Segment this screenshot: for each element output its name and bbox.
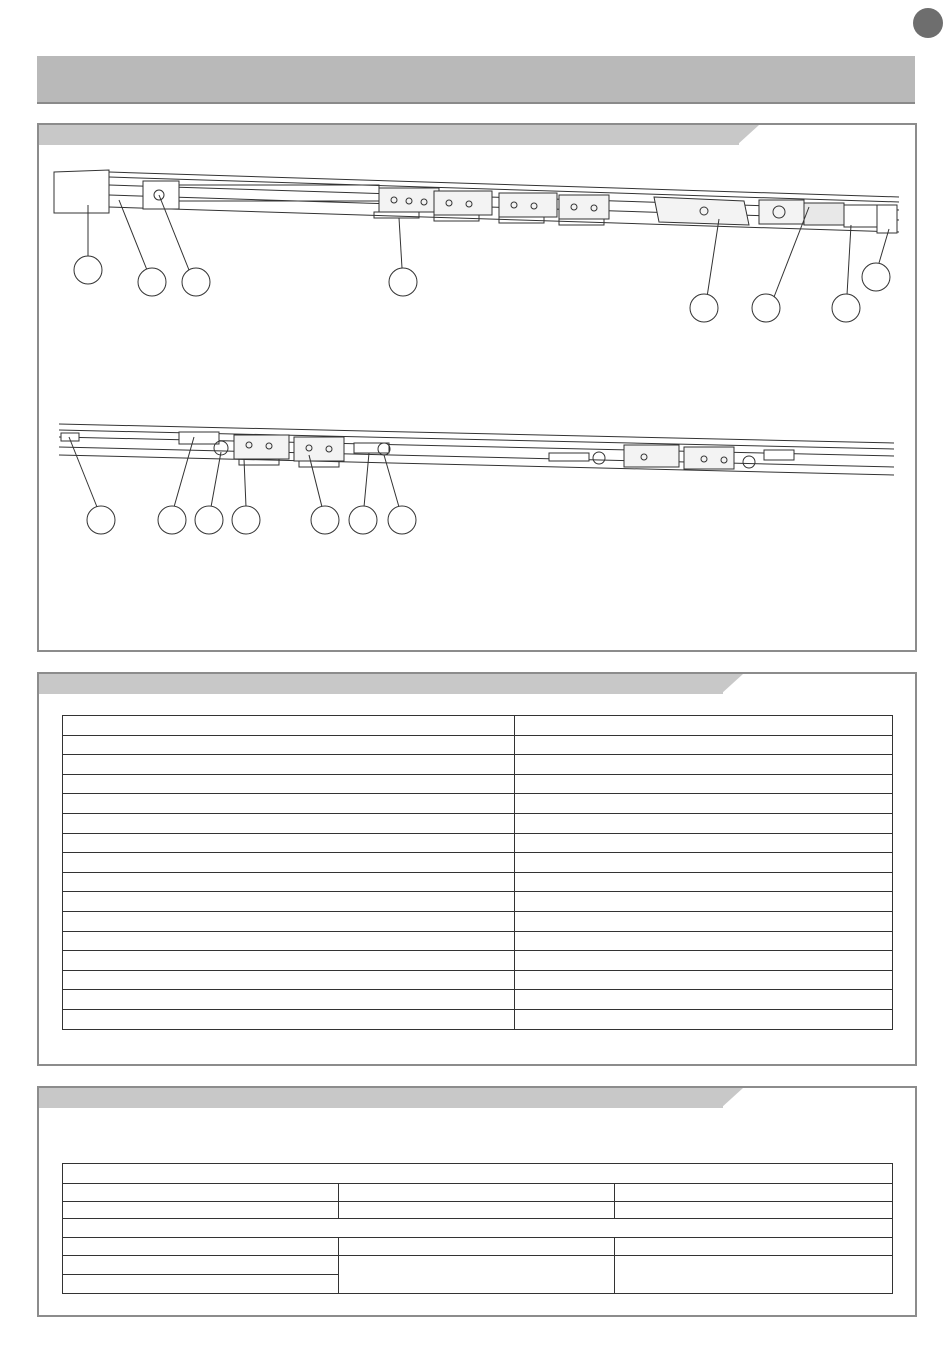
table-row	[63, 735, 893, 755]
components-panel	[37, 123, 917, 652]
table-row	[63, 833, 893, 853]
carriage-group-bottom	[234, 435, 344, 467]
table-cell	[63, 853, 515, 873]
table-cell	[515, 833, 893, 853]
table-cell	[63, 774, 515, 794]
table-cell	[515, 774, 893, 794]
table-cell	[515, 872, 893, 892]
specifications-panel	[37, 1086, 917, 1317]
spec-cell	[339, 1238, 615, 1256]
parts-table	[62, 715, 893, 1030]
table-cell	[515, 735, 893, 755]
table-cell	[515, 951, 893, 971]
spec-group-header	[63, 1164, 893, 1184]
table-cell	[63, 911, 515, 931]
callout-2	[138, 268, 166, 296]
spec-cell	[63, 1202, 339, 1219]
callout-5	[690, 294, 718, 322]
table-row	[63, 951, 893, 971]
table-cell	[515, 755, 893, 775]
callout-6	[752, 294, 780, 322]
table-cell	[63, 833, 515, 853]
lower-beam-assembly	[59, 424, 894, 475]
spec-table	[62, 1163, 893, 1294]
table-cell	[63, 716, 515, 736]
spec-cell	[63, 1184, 339, 1202]
section-tab-parts-list	[39, 674, 723, 694]
spec-cell	[339, 1184, 615, 1202]
callout-4	[389, 268, 417, 296]
table-cell	[515, 1009, 893, 1029]
table-cell	[515, 853, 893, 873]
table-cell	[63, 813, 515, 833]
table-cell	[515, 794, 893, 814]
upper-beam-assembly	[54, 170, 899, 233]
spec-cell	[615, 1202, 893, 1219]
table-cell	[515, 813, 893, 833]
table-row	[63, 716, 893, 736]
spec-cell	[615, 1238, 893, 1256]
table-cell	[515, 970, 893, 990]
spec-cell	[63, 1256, 339, 1275]
spec-cell	[339, 1256, 615, 1294]
callout-10	[158, 506, 186, 534]
table-row	[63, 794, 893, 814]
table-cell	[515, 931, 893, 951]
table-row	[63, 931, 893, 951]
tab-slant-icon	[721, 1088, 743, 1108]
operator-diagram	[39, 125, 915, 650]
parts-list-panel	[37, 672, 917, 1066]
table-row	[63, 1009, 893, 1029]
table-row	[63, 813, 893, 833]
table-cell	[63, 735, 515, 755]
page-title-bar	[37, 56, 915, 104]
table-row	[63, 774, 893, 794]
table-row	[63, 853, 893, 873]
table-cell	[63, 1009, 515, 1029]
table-row	[63, 872, 893, 892]
spec-cell	[63, 1275, 339, 1294]
table-cell	[63, 970, 515, 990]
table-cell	[515, 911, 893, 931]
section-tab-specifications	[39, 1088, 723, 1108]
spec-cell	[63, 1238, 339, 1256]
table-row	[63, 990, 893, 1010]
table-cell	[63, 755, 515, 775]
table-cell	[63, 951, 515, 971]
page-number-badge	[913, 8, 943, 38]
table-cell	[63, 794, 515, 814]
table-cell	[63, 990, 515, 1010]
callout-11	[195, 506, 223, 534]
spec-cell	[615, 1184, 893, 1202]
callout-8	[862, 263, 890, 291]
table-row	[63, 970, 893, 990]
table-cell	[63, 931, 515, 951]
table-cell	[515, 716, 893, 736]
callout-1	[74, 256, 102, 284]
table-row	[63, 755, 893, 775]
callout-12	[232, 506, 260, 534]
spec-cell	[615, 1256, 893, 1294]
table-cell	[63, 892, 515, 912]
callout-13	[311, 506, 339, 534]
tab-slant-icon	[721, 674, 743, 694]
callout-14	[349, 506, 377, 534]
callout-9	[87, 506, 115, 534]
callout-7	[832, 294, 860, 322]
spec-cell	[339, 1202, 615, 1219]
table-row	[63, 911, 893, 931]
table-cell	[515, 990, 893, 1010]
callout-15	[388, 506, 416, 534]
table-cell	[63, 872, 515, 892]
table-row	[63, 892, 893, 912]
callout-3	[182, 268, 210, 296]
spec-group-header	[63, 1219, 893, 1238]
table-cell	[515, 892, 893, 912]
